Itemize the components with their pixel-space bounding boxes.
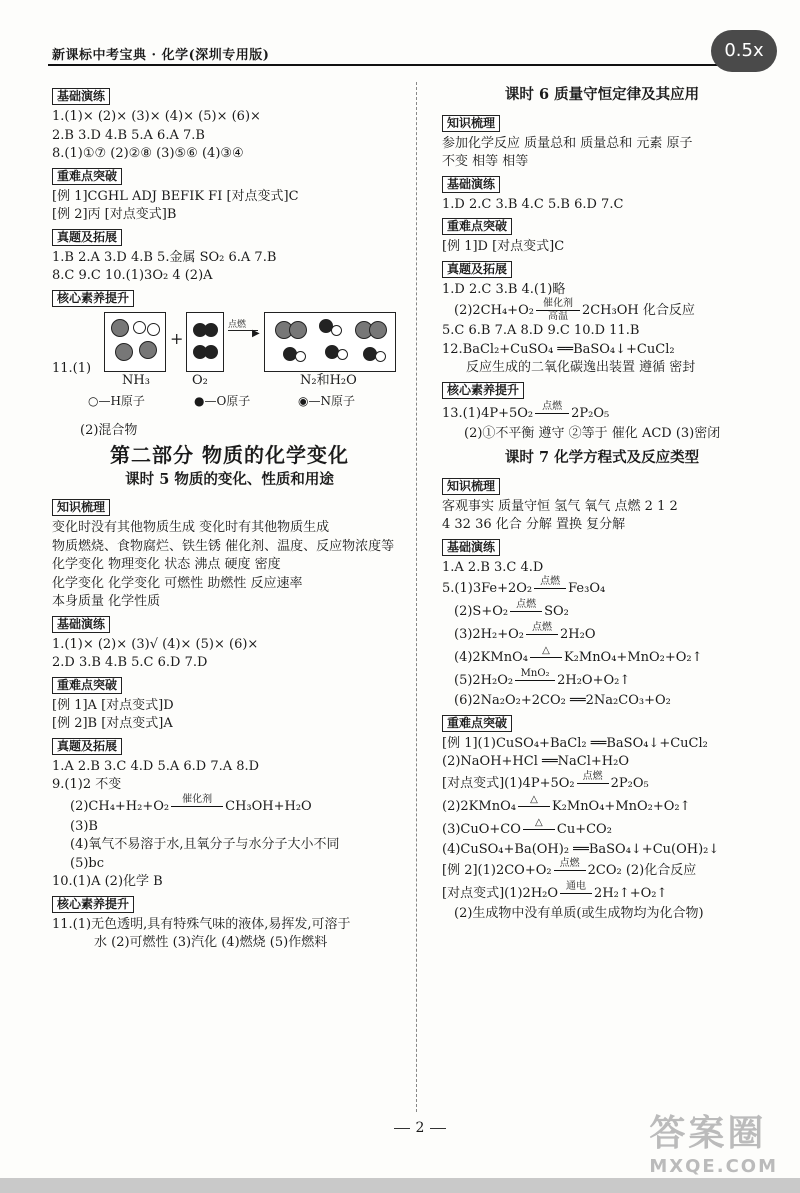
answer-line: 1.A 2.B 3.C 4.D 5.A 6.D 7.A 8.D <box>52 758 260 774</box>
equation-line <box>442 600 762 623</box>
condition-top: 点燃 <box>582 770 603 782</box>
equation-left: [例 2](1)2CO+O₂ <box>442 863 552 878</box>
answer-line: 1.D 2.C 3.B 4.(1)略 <box>442 281 566 297</box>
legend-o: ●—O原子 <box>194 393 251 408</box>
answer-line: 8.C 9.C 10.(1)3O₂ 4 (2)A <box>52 268 213 283</box>
answer-line: 1.(1)× (2)× (3)√ (4)× (5)× (6)× <box>52 636 259 652</box>
products-label: N₂和H₂O <box>300 372 357 388</box>
equation-left: (3)CuO+CO <box>442 821 521 837</box>
equation-left: 5.(1)3Fe+2O₂ <box>442 581 533 596</box>
answer-line: (3)B <box>70 818 98 834</box>
reaction-condition <box>536 299 580 322</box>
h-atom-icon <box>337 349 348 360</box>
section-tag: 基础演练 <box>52 616 110 633</box>
section-tag: 知识梳理 <box>52 499 110 516</box>
site-watermark <box>649 1105 778 1177</box>
equation-line <box>442 859 762 882</box>
equation-right: 2P₂O₅ <box>610 775 649 791</box>
equation-line <box>442 795 762 818</box>
answer-line: 变化时没有其他物质生成 变化时有其他物质生成 <box>52 520 330 535</box>
equation-line <box>442 623 762 646</box>
condition-top: 通电 <box>566 881 587 892</box>
answer-line: 4 32 36 化合 分解 置换 复分解 <box>442 517 626 532</box>
left-column <box>52 84 407 953</box>
reaction-condition <box>577 772 609 795</box>
equation-line <box>442 646 762 669</box>
right-column <box>442 84 762 924</box>
condition-top: 点燃 <box>516 599 537 610</box>
lesson-title: 课时 5 物质的变化、性质和用途 <box>125 470 334 488</box>
plus-sign: + <box>170 328 184 348</box>
products-box <box>264 312 396 372</box>
answer-line: 反应生成的二氧化碳逸出装置 遵循 密封 <box>466 360 696 375</box>
column-divider <box>416 82 418 1112</box>
answer-line: (2)NaOH+HCl ══NaCl+H₂O <box>442 754 629 769</box>
n-atom-icon <box>115 343 133 361</box>
condition-top: 点燃 <box>542 400 563 412</box>
answer-line: 12.BaCl₂+CuSO₄ ══BaSO₄↓+CuCl₂ <box>442 341 675 357</box>
answer-line: 化学变化 化学变化 可燃性 助燃性 反应速率 <box>52 575 303 591</box>
n-atom-icon <box>369 321 387 339</box>
answer-line: 9.(1)2 不变 <box>52 777 122 792</box>
answer-line: 1.(1)× (2)× (3)× (4)× (5)× (6)× <box>52 109 261 124</box>
reaction-condition <box>526 623 558 646</box>
n-atom-icon <box>289 321 307 339</box>
answer-line: (2)生成物中没有单质(或生成物均为化合物) <box>454 906 704 921</box>
answer-line: 10.(1)A (2)化学 B <box>52 874 163 889</box>
reaction-condition <box>530 646 562 669</box>
watermark-main: 答案圈 <box>649 1113 767 1154</box>
h-atom-icon <box>375 351 386 362</box>
reaction-condition <box>535 402 569 425</box>
h-atom-icon <box>331 325 342 336</box>
equation-right: Cu+CO₂ <box>556 821 612 837</box>
section-tag: 真题及拓展 <box>442 261 512 278</box>
condition-top: 点燃 <box>540 576 561 587</box>
nh3-box <box>104 312 166 372</box>
equation-left: (2)2KMnO₄ <box>442 798 516 814</box>
condition-top: 点燃 <box>559 858 580 869</box>
equation-right: 2H₂↑+O₂↑ <box>594 886 668 901</box>
part-title: 第二部分 物质的化学变化 <box>110 443 349 467</box>
answer-line: 8.(1)①⑦ (2)②⑧ (3)⑤⑥ (4)③④ <box>52 146 244 161</box>
equation-left: 13.(1)4P+5O₂ <box>442 405 534 421</box>
answer-line: 化学变化 物理变化 状态 沸点 硬度 密度 <box>52 557 281 572</box>
legend-h: ○—H原子 <box>88 393 145 408</box>
equation-right: SO₂ <box>544 604 569 619</box>
legend-n: ◉—N原子 <box>298 393 355 408</box>
answer-line: 2.D 3.B 4.B 5.C 6.D 7.D <box>52 655 208 670</box>
answer-line: [例 1]A [对点变式]D <box>52 697 174 713</box>
answer-line: [例 1]CGHL ADJ BEFIK FI [对点变式]C <box>52 188 299 204</box>
section-tag: 知识梳理 <box>442 115 500 132</box>
equation-right: 2CO₂ (2)化合反应 <box>587 863 697 878</box>
section-tag: 知识梳理 <box>442 478 500 495</box>
nh3-label: NH₃ <box>122 372 150 388</box>
equation-line <box>442 818 762 841</box>
n-atom-icon <box>111 319 129 337</box>
condition-top: △ <box>530 793 538 805</box>
equation-right: K₂MnO₄+MnO₂+O₂↑ <box>551 798 691 814</box>
equation-right: 2H₂O+O₂↑ <box>557 673 631 688</box>
section-tag: 真题及拓展 <box>52 738 122 755</box>
molecule-diagram <box>52 312 407 422</box>
equation-line <box>442 669 762 692</box>
section-tag: 真题及拓展 <box>52 229 122 246</box>
equation-line <box>442 402 762 425</box>
reaction-condition <box>560 882 592 905</box>
lesson-title: 课时 6 质量守恒定律及其应用 <box>504 86 700 103</box>
equation-line <box>442 882 762 905</box>
answer-line: (5)bc <box>70 855 105 871</box>
answer-line: 1.B 2.A 3.D 4.B 5.金属 SO₂ 6.A 7.B <box>52 249 277 265</box>
reaction-condition <box>510 600 542 623</box>
section-tag: 重难点突破 <box>52 677 122 694</box>
answer-line: 5.C 6.B 7.A 8.D 9.C 10.D 11.B <box>442 323 640 338</box>
page-number: 2 <box>380 1120 460 1136</box>
answer-line: 1.A 2.B 3.C 4.D <box>442 559 544 575</box>
answer-line: (4)氧气不易溶于水,且氧分子与水分子大小不同 <box>70 837 340 852</box>
arrow-label: 点燃 <box>228 319 247 330</box>
equation-line <box>52 795 407 818</box>
header-rule <box>48 64 753 66</box>
equation-right: 2P₂O₅ <box>571 405 610 421</box>
equation-left: (2)S+O₂ <box>454 604 509 619</box>
reaction-condition <box>515 669 555 692</box>
scan-edge <box>0 1178 800 1193</box>
section-tag: 基础演练 <box>442 539 500 556</box>
answer-line: 不变 相等 相等 <box>442 154 529 169</box>
equation-left: [对点变式](1)4P+5O₂ <box>442 775 575 791</box>
equation-left: [对点变式](1)2H₂O <box>442 886 559 901</box>
section-tag: 核心素养提升 <box>442 382 524 399</box>
condition-top: 催化剂 <box>542 298 573 309</box>
watermark-url: MXQE.COM <box>649 1156 778 1177</box>
answer-line: 客观事实 质量守恒 氢气 氧气 点燃 2 1 2 <box>442 498 678 514</box>
equation-left: (3)2H₂+O₂ <box>454 627 524 642</box>
h-atom-icon <box>147 323 160 336</box>
equation-line <box>442 577 762 600</box>
equation-left: (2)2CH₄+O₂ <box>454 303 534 318</box>
answer-line: 11.(1)无色透明,具有特殊气味的液体,易挥发,可溶于 <box>52 916 351 932</box>
o2-box <box>186 312 224 372</box>
condition-top: △ <box>542 645 550 656</box>
answer-line: (6)2Na₂O₂+2CO₂ ══2Na₂CO₃+O₂ <box>454 693 671 708</box>
page-header: 新课标中考宝典 · 化学(深圳专用版) <box>52 48 270 63</box>
equation-left: (2)CH₄+H₂+O₂ <box>70 798 170 814</box>
answer-line: 水 (2)可燃性 (3)汽化 (4)燃烧 (5)作燃料 <box>94 935 328 950</box>
equation-right: 2H₂O <box>560 627 596 642</box>
section-tag: 基础演练 <box>52 88 110 105</box>
o2-label: O₂ <box>192 372 208 388</box>
answer-line: (2)混合物 <box>80 422 138 438</box>
o-atom-icon <box>204 345 218 359</box>
lesson-title: 课时 7 化学方程式及反应类型 <box>504 449 700 466</box>
o-atom-icon <box>204 323 218 337</box>
answer-line: [例 2]B [对点变式]A <box>52 716 173 731</box>
answer-line: 物质燃烧、食物腐烂、铁生锈 催化剂、温度、反应物浓度等 <box>52 538 395 554</box>
condition-top: 催化剂 <box>182 793 213 805</box>
reaction-condition <box>523 818 555 841</box>
answer-line: 本身质量 化学性质 <box>52 594 161 609</box>
condition-bottom: 高温 <box>547 311 568 322</box>
h-atom-icon <box>295 351 306 362</box>
answer-line: 参加化学反应 质量总和 质量总和 元素 原子 <box>442 135 693 151</box>
answer-line: 1.D 2.C 3.B 4.C 5.B 6.D 7.C <box>442 196 624 212</box>
reaction-condition <box>554 859 586 882</box>
equation-line <box>442 772 762 795</box>
condition-top: △ <box>535 816 543 828</box>
answer-line: [例 2]丙 [对点变式]B <box>52 207 177 222</box>
equation-right: CH₃OH+H₂O <box>225 798 312 814</box>
answer-line: (4)CuSO₄+Ba(OH)₂ ══BaSO₄↓+Cu(OH)₂↓ <box>442 841 720 857</box>
section-tag: 重难点突破 <box>52 168 122 185</box>
section-tag: 重难点突破 <box>442 218 512 235</box>
section-tag: 重难点突破 <box>442 715 512 732</box>
equation-line <box>442 299 762 322</box>
section-tag: 核心素养提升 <box>52 290 134 307</box>
playback-speed-badge[interactable]: 0.5x <box>711 30 777 72</box>
equation-right: K₂MnO₄+MnO₂+O₂↑ <box>563 650 703 665</box>
answer-line: (2)①不平衡 遵守 ②等于 催化 ACD (3)密闭 <box>464 425 721 441</box>
condition-top: 点燃 <box>532 622 552 633</box>
answer-line: 2.B 3.D 4.B 5.A 6.A 7.B <box>52 127 205 143</box>
equation-right: 2CH₃OH 化合反应 <box>581 303 695 318</box>
h-atom-icon <box>133 321 146 334</box>
equation-left: (5)2H₂O₂ <box>454 673 514 688</box>
reaction-condition <box>171 795 223 818</box>
equation-right: Fe₃O₄ <box>568 581 606 596</box>
reaction-condition <box>518 795 550 818</box>
answer-line: [例 1]D [对点变式]C <box>442 239 565 254</box>
section-tag: 核心素养提升 <box>52 896 134 913</box>
condition-top: MnO₂ <box>520 668 550 679</box>
section-tag: 基础演练 <box>442 176 500 193</box>
equation-left: (4)2KMnO₄ <box>454 650 528 665</box>
n-atom-icon <box>139 341 157 359</box>
answer-line: [例 1](1)CuSO₄+BaCl₂ ══BaSO₄↓+CuCl₂ <box>442 735 708 751</box>
reaction-condition <box>534 577 566 600</box>
question-number: 11.(1) <box>52 360 92 376</box>
arrow-head-icon: ▶ <box>252 327 260 339</box>
